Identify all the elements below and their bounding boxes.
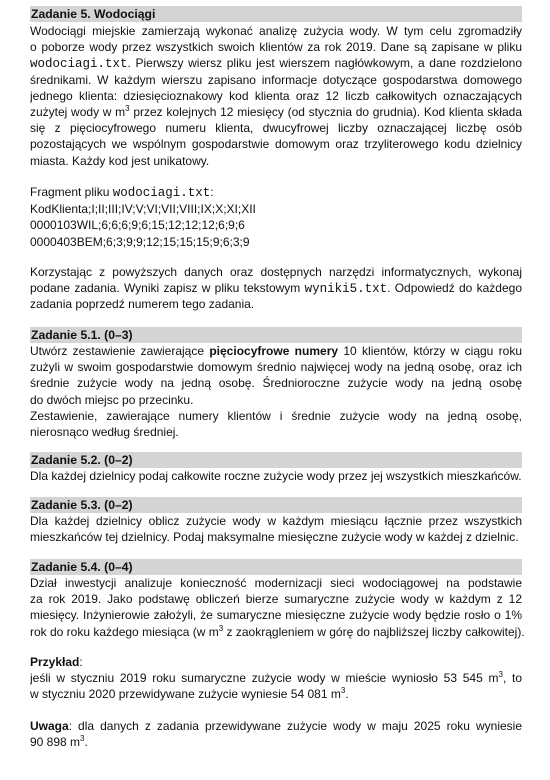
fragment-colon: : (210, 185, 214, 199)
task-5-1-line-1 (30, 343, 522, 359)
task-5-4-line-4 (30, 623, 525, 640)
file-fragment (30, 184, 522, 250)
fragment-file-name: wodociagi.txt (112, 186, 211, 200)
task-5-1-line-3: średnie zużycie wody na jedną osobę. Średnioroczne zużycie wody na jedną osobę (30, 376, 522, 391)
task-5-1-line-4: do dwóch miejsc po przecinku. (30, 392, 194, 407)
task-5-4-heading: Zadanie 5.4. (0–4) (30, 559, 522, 575)
task-5-3-line-1: Dla każdej dzielnicy oblicz zużycie wody w każdym miesiącu łącznie przez wszystkich (30, 514, 522, 528)
example-line-1-b: , to (502, 671, 522, 686)
intro-line-4: średnikami. W każdym wierszu zapisano informacje dotyczące gospodarstwa domowego (30, 72, 522, 87)
intro-line-6-a: zużytej wody w m (30, 104, 126, 119)
note-line-2 (30, 734, 522, 750)
example-line-1-sup: 3 (498, 670, 503, 680)
example-line-2-b: . (345, 687, 349, 702)
fragment-label (30, 184, 522, 201)
task-5-3-heading: Zadanie 5.3. (0–2) (30, 497, 522, 513)
note-line-2-a: 90 898 m (30, 735, 81, 750)
fragment-header-row: KodKlienta;I;II;III;IV;V;VI;VII;VIII;IX;X;XI;XII (30, 202, 256, 217)
task-5-1-line-1-a: Utwórz zestawienie zawierające (30, 344, 210, 358)
intro-line-5: jednego klienta: dziesięcioznakowy kod klienta oraz 12 liczb całkowitych oznaczających (30, 88, 522, 103)
instructions-line-1: Korzystając z powyższych danych oraz dostępnych narzędzi informatycznych, wykonaj (30, 265, 522, 279)
intro-line-6-sup: 3 (125, 103, 130, 113)
task-5-heading: Zadanie 5. Wodociągi (30, 6, 522, 22)
example-line-2-a: w styczniu 2020 przewidywane zużycie wyniesie 54 081 m (30, 687, 341, 702)
task-5-4-line-4-a: rok do roku każdego miesiąca (w m (30, 624, 219, 639)
task-5-1-heading: Zadanie 5.1. (0–3) (30, 327, 522, 343)
instructions-line-2-b: . Odpowiedź do każdego (387, 281, 522, 296)
task-5-4-line-4-sup: 3 (218, 623, 224, 633)
note-line-1 (30, 718, 522, 734)
intro-line-2: o poborze wody przez wszystkich swoich klientów za rok 2019. Dane są zapisane w pliku (30, 40, 522, 55)
note-line-2-b: . (84, 735, 88, 750)
task-5-1-body (30, 343, 522, 440)
task-5-4-line-2: za rok 2019. Jako podstawę obliczeń bierze sumaryczne zużycie wody w każdym z 12 (30, 592, 522, 607)
intro-line-9: miasta. Każdy kod jest unikatowy. (30, 153, 210, 168)
task-5-1-line-2: zużyli w swoim gospodarstwie domowym średnio najwięcej wody na jedną osobę, oraz ich (30, 360, 522, 375)
fragment-row-2: 0000403BEM;6;3;9;9;12;15;15;15;9;6;3;9 (30, 234, 250, 249)
task-5-4-line-1: Dział inwestycji analizuje konieczność modernizacji sieci wodociągowej na podstawie (30, 576, 522, 590)
example-line-2 (30, 686, 522, 702)
intro-line-6 (30, 104, 522, 120)
instructions-line-2 (30, 280, 522, 296)
instructions-line-2-a: podane zadania. Wyniki zapisz w pliku tekstowym (30, 281, 305, 296)
example-label-colon: : (79, 655, 83, 669)
fragment-row-1: 0000103WIL;6;6;6;9;6;15;12;12;12;6;9;6 (30, 218, 245, 233)
task-5-1-line-5: Zestawienie, zawierające numery klientów i średnie zużycie wody na jedną osobę, (30, 408, 522, 423)
intro-line-7: się z pięciocyfrowego numeru klienta, dwucyfrowej liczby oznaczającej liczbę osób (30, 121, 522, 136)
task-5-3-line-2: mieszkańców tej dzielnicy. Podaj maksymalne miesięczne zużycie wody w każdej z dzielnic. (30, 530, 519, 545)
document-page (30, 0, 525, 780)
task-5-4-line-4-b: z zaokrągleniem w górę do najbliższej liczby całkowitej). (223, 624, 525, 639)
example-label-text: Przykład (30, 655, 80, 669)
task-5-intro (30, 23, 522, 169)
task-5-4-body (30, 575, 525, 640)
example-line-1 (30, 670, 522, 686)
intro-line-3-text: . Pierwszy wiersz pliku jest wierszem nagłówkowym, a dane rozdzielono (127, 56, 522, 71)
instructions-line-3: zadania poprzedź numerem tego zadania. (30, 297, 255, 312)
intro-line-1: Wodociągi miejskie zamierzają wykonać analizę zużycia wody. W tym celu zgromadziły (30, 24, 522, 38)
task-5-2-line-1: Dla każdej dzielnicy podaj całkowite roczne zużycie wody przez jej wszystkich mieszkańców. (30, 469, 522, 483)
example-block (30, 654, 522, 703)
file-name-wyniki5: wyniki5.txt (304, 282, 388, 297)
intro-line-8: pozostających we wspólnym gospodarstwie domowym oraz trzyliterowego kodu dzielnicy (30, 137, 522, 152)
example-label (30, 654, 522, 670)
task-5-instructions (30, 264, 522, 313)
note-line-2-sup: 3 (80, 734, 85, 744)
task-5-1-line-6: nierosnąco według średniej. (30, 424, 179, 439)
fragment-label-text: Fragment pliku (30, 185, 113, 199)
task-5-2-body (30, 468, 522, 484)
task-5-1-bold-phrase: pięciocyfrowe numery (209, 344, 339, 358)
task-5-2-heading: Zadanie 5.2. (0–2) (30, 452, 522, 468)
task-5-4-line-3: miesięcy. Inżynierowie założyli, że sumaryczne miesięczne zużycie wody będzie rosło o 1% (30, 608, 522, 623)
note-label: Uwaga (30, 719, 69, 733)
note-line-1-text: : dla danych z zadania przewidywane zużycie wody w maju 2025 roku wyniesie (68, 719, 522, 733)
note-block (30, 718, 522, 750)
example-line-1-a: jeśli w styczniu 2019 roku sumaryczne zużycie wody w mieście wyniosło 53 545 m (30, 671, 499, 686)
task-5-3-body (30, 513, 522, 545)
task-5-1-line-1-b: 10 klientów, którzy w ciągu roku (338, 344, 522, 358)
intro-line-3 (30, 55, 522, 71)
file-name-wodociagi: wodociagi.txt (30, 57, 128, 72)
example-line-2-sup: 3 (340, 686, 346, 696)
intro-line-6-b: przez kolejnych 12 miesięcy (od stycznia do grudnia). Kod klienta składa (129, 104, 522, 119)
